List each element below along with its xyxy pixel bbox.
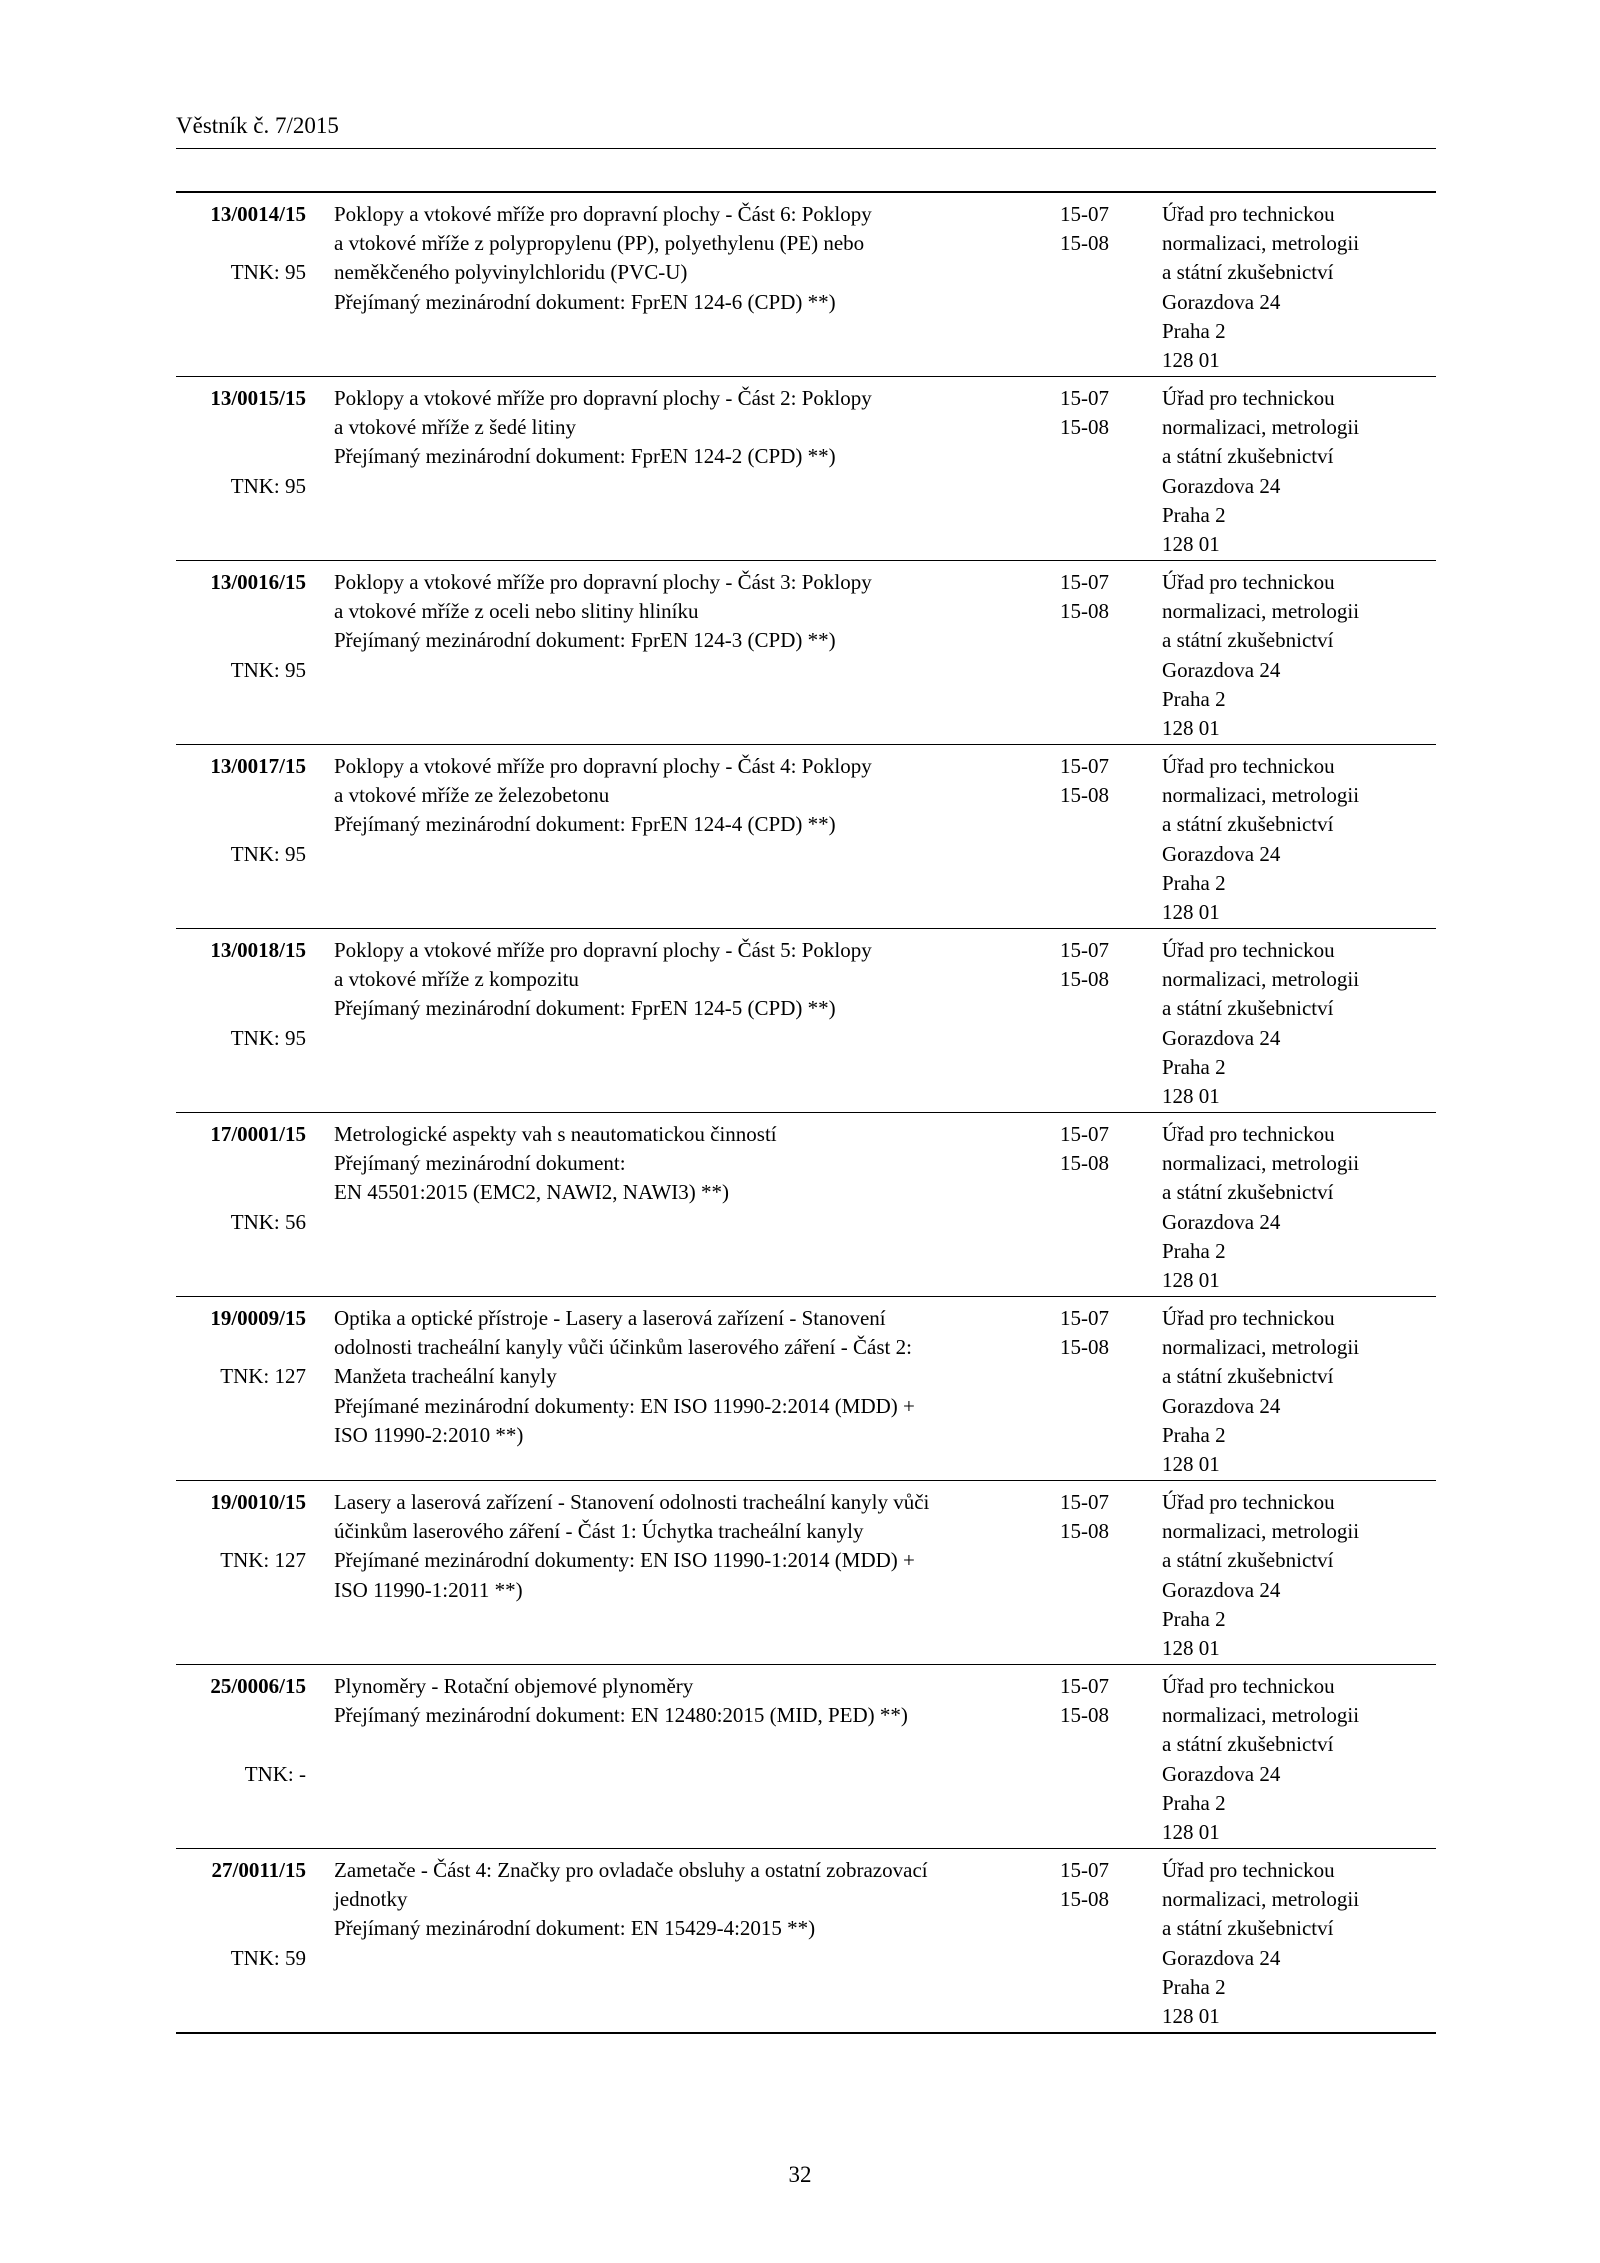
title-line: účinkům laserového záření - Část 1: Úchytka tracheální kanyly	[334, 1519, 864, 1544]
address-line: a státní zkušebnictví	[1162, 1548, 1334, 1573]
dates-cell	[1060, 1304, 1160, 1362]
date-code: 15-07	[1060, 754, 1109, 778]
address-line: Úřad pro technickou	[1162, 570, 1335, 594]
address-line: normalizaci, metrologii	[1162, 1703, 1360, 1728]
table-row	[176, 928, 1436, 1112]
office-address-cell	[1162, 200, 1432, 375]
title-line: ISO 11990-1:2011 **)	[334, 1577, 523, 1602]
office-address-cell	[1162, 936, 1432, 1111]
title-line: jednotky	[334, 1887, 408, 1912]
title-line: neměkčeného polyvinylchloridu (PVC-U)	[334, 260, 688, 285]
dates-cell	[1060, 936, 1160, 994]
title-line: Přejímané mezinárodní dokumenty: EN ISO 11990-1:2014 (MDD) +	[334, 1548, 915, 1573]
dates-cell	[1060, 1120, 1160, 1178]
table-row	[176, 560, 1436, 744]
office-address-cell	[1162, 752, 1432, 927]
address-line: a státní zkušebnictví	[1162, 260, 1334, 285]
standard-number: 13/0016/15	[210, 570, 306, 594]
title-line: Optika a optické přístroje - Lasery a laserová zařízení - Stanovení	[334, 1306, 886, 1330]
date-code: 15-07	[1060, 938, 1109, 962]
address-line: 128 01	[1162, 1084, 1220, 1109]
office-address-cell	[1162, 1304, 1432, 1479]
date-code: 15-07	[1060, 1490, 1109, 1514]
address-line: 128 01	[1162, 1636, 1220, 1661]
standard-number: 13/0015/15	[210, 386, 306, 410]
title-line: Přejímaný mezinárodní dokument: FprEN 124-4 (CPD) **)	[334, 812, 836, 837]
address-line: normalizaci, metrologii	[1162, 1887, 1360, 1912]
title-line: Poklopy a vtokové mříže pro dopravní plochy - Část 2: Poklopy	[334, 386, 872, 410]
table-row	[176, 193, 1436, 376]
title-line: Manžeta tracheální kanyly	[334, 1364, 557, 1389]
standard-number: 13/0014/15	[210, 202, 306, 226]
address-line: Praha 2	[1162, 502, 1226, 527]
address-line: Gorazdova 24	[1162, 1761, 1281, 1786]
address-line: a státní zkušebnictví	[1162, 1916, 1334, 1941]
address-line: Praha 2	[1162, 1054, 1226, 1079]
address-line: Úřad pro technickou	[1162, 1674, 1335, 1698]
date-code: 15-07	[1060, 1674, 1109, 1698]
standard-number: 27/0011/15	[211, 1858, 306, 1882]
address-line: normalizaci, metrologii	[1162, 415, 1360, 440]
standard-number: 17/0001/15	[210, 1122, 306, 1146]
address-line: 128 01	[1162, 2004, 1220, 2029]
page-header	[176, 112, 1436, 149]
address-line: Gorazdova 24	[1162, 289, 1281, 314]
address-line: Praha 2	[1162, 1606, 1226, 1631]
title-line: Přejímané mezinárodní dokumenty: EN ISO 11990-2:2014 (MDD) +	[334, 1393, 915, 1418]
date-code: 15-07	[1060, 570, 1109, 594]
standard-number: 19/0009/15	[210, 1306, 306, 1330]
tnk-label: TNK: 95	[230, 1025, 306, 1050]
address-line: 128 01	[1162, 716, 1220, 741]
standard-id-cell	[176, 568, 306, 685]
journal-title: Věstník č. 7/2015	[176, 113, 339, 138]
title-line: Zametače - Část 4: Značky pro ovladače obsluhy a ostatní zobrazovací	[334, 1858, 928, 1882]
address-line: Praha 2	[1162, 1422, 1226, 1447]
standard-id-cell	[176, 1120, 306, 1237]
address-line: normalizaci, metrologii	[1162, 1151, 1360, 1176]
office-address-cell	[1162, 1488, 1432, 1663]
title-line: Přejímaný mezinárodní dokument: FprEN 124-3 (CPD) **)	[334, 628, 836, 653]
address-line: Gorazdova 24	[1162, 1025, 1281, 1050]
tnk-label: TNK: 127	[220, 1364, 306, 1389]
office-address-cell	[1162, 1672, 1432, 1847]
address-line: a státní zkušebnictví	[1162, 444, 1334, 469]
address-line: Gorazdova 24	[1162, 1393, 1281, 1418]
table-row	[176, 1296, 1436, 1480]
date-code: 15-08	[1060, 1335, 1109, 1360]
tnk-label: TNK: 95	[230, 473, 306, 498]
address-line: normalizaci, metrologii	[1162, 1335, 1360, 1360]
date-code: 15-08	[1060, 783, 1109, 808]
standard-id-cell	[176, 1304, 306, 1392]
table-row	[176, 376, 1436, 560]
address-line: a státní zkušebnictví	[1162, 628, 1334, 653]
title-line: Přejímaný mezinárodní dokument: EN 15429-4:2015 **)	[334, 1916, 816, 1941]
address-line: normalizaci, metrologii	[1162, 599, 1360, 624]
date-code: 15-08	[1060, 1887, 1109, 1912]
address-line: Úřad pro technickou	[1162, 754, 1335, 778]
title-line: Poklopy a vtokové mříže pro dopravní plochy - Část 3: Poklopy	[334, 570, 872, 594]
address-line: Praha 2	[1162, 686, 1226, 711]
address-line: normalizaci, metrologii	[1162, 231, 1360, 256]
address-line: Praha 2	[1162, 318, 1226, 343]
title-line: Přejímaný mezinárodní dokument: FprEN 124-2 (CPD) **)	[334, 444, 836, 469]
office-address-cell	[1162, 568, 1432, 743]
standard-id-cell	[176, 1856, 306, 1973]
standard-id-cell	[176, 384, 306, 501]
title-line: Přejímaný mezinárodní dokument: FprEN 124-5 (CPD) **)	[334, 996, 836, 1021]
title-line: a vtokové mříže ze železobetonu	[334, 783, 610, 808]
address-line: Gorazdova 24	[1162, 841, 1281, 866]
address-line: Úřad pro technickou	[1162, 202, 1335, 226]
address-line: 128 01	[1162, 900, 1220, 925]
title-line: Lasery a laserová zařízení - Stanovení odolnosti tracheální kanyly vůči	[334, 1490, 930, 1514]
tnk-label: TNK: 95	[230, 260, 306, 285]
tnk-label: TNK: 56	[230, 1209, 306, 1234]
title-line: Přejímaný mezinárodní dokument:	[334, 1151, 626, 1176]
table-row	[176, 1848, 1436, 2032]
address-line: Úřad pro technickou	[1162, 1858, 1335, 1882]
dates-cell	[1060, 200, 1160, 258]
address-line: Úřad pro technickou	[1162, 386, 1335, 410]
address-line: a státní zkušebnictví	[1162, 1364, 1334, 1389]
dates-cell	[1060, 1856, 1160, 1914]
title-line: ISO 11990-2:2010 **)	[334, 1422, 524, 1447]
standard-number: 25/0006/15	[210, 1674, 306, 1698]
tnk-label: TNK: -	[244, 1761, 306, 1786]
title-line: EN 45501:2015 (EMC2, NAWI2, NAWI3) **)	[334, 1180, 729, 1205]
page-number: 32	[788, 2162, 812, 2187]
dates-cell	[1060, 752, 1160, 810]
standard-number: 13/0018/15	[210, 938, 306, 962]
address-line: a státní zkušebnictví	[1162, 996, 1334, 1021]
address-line: normalizaci, metrologii	[1162, 1519, 1360, 1544]
table-row	[176, 1480, 1436, 1664]
address-line: Gorazdova 24	[1162, 1945, 1281, 1970]
address-line: Praha 2	[1162, 1790, 1226, 1815]
tnk-label: TNK: 59	[230, 1945, 306, 1970]
date-code: 15-08	[1060, 1151, 1109, 1176]
standard-id-cell	[176, 752, 306, 869]
office-address-cell	[1162, 384, 1432, 559]
date-code: 15-08	[1060, 1703, 1109, 1728]
address-line: Gorazdova 24	[1162, 1209, 1281, 1234]
date-code: 15-07	[1060, 1122, 1109, 1146]
standard-id-cell	[176, 936, 306, 1053]
title-line: Přejímaný mezinárodní dokument: EN 12480:2015 (MID, PED) **)	[334, 1703, 908, 1728]
address-line: Úřad pro technickou	[1162, 1122, 1335, 1146]
standard-id-cell	[176, 1672, 306, 1789]
standard-number: 19/0010/15	[210, 1490, 306, 1514]
title-line: Poklopy a vtokové mříže pro dopravní plochy - Část 5: Poklopy	[334, 938, 872, 962]
office-address-cell	[1162, 1856, 1432, 2031]
address-line: Praha 2	[1162, 1238, 1226, 1263]
address-line: normalizaci, metrologii	[1162, 967, 1360, 992]
title-line: a vtokové mříže z šedé litiny	[334, 415, 577, 440]
address-line: a státní zkušebnictví	[1162, 1732, 1334, 1757]
title-line: a vtokové mříže z kompozitu	[334, 967, 579, 992]
address-line: Úřad pro technickou	[1162, 938, 1335, 962]
dates-cell	[1060, 1488, 1160, 1546]
address-line: 128 01	[1162, 1268, 1220, 1293]
title-line: odolnosti tracheální kanyly vůči účinkům laserového záření - Část 2:	[334, 1335, 912, 1360]
title-line: a vtokové mříže z polypropylenu (PP), polyethylenu (PE) nebo	[334, 231, 865, 256]
title-line: Plynoměry - Rotační objemové plynoměry	[334, 1674, 694, 1698]
standard-id-cell	[176, 200, 306, 288]
table-row	[176, 1112, 1436, 1296]
address-line: a státní zkušebnictví	[1162, 812, 1334, 837]
date-code: 15-07	[1060, 202, 1109, 226]
address-line: 128 01	[1162, 532, 1220, 557]
date-code: 15-08	[1060, 1519, 1109, 1544]
date-code: 15-08	[1060, 967, 1109, 992]
address-line: Praha 2	[1162, 1974, 1226, 1999]
title-line: Metrologické aspekty vah s neautomatickou činností	[334, 1122, 777, 1146]
date-code: 15-07	[1060, 386, 1109, 410]
tnk-label: TNK: 95	[230, 657, 306, 682]
dates-cell	[1060, 568, 1160, 626]
date-code: 15-07	[1060, 1858, 1109, 1882]
address-line: Praha 2	[1162, 870, 1226, 895]
title-line: a vtokové mříže z oceli nebo slitiny hliníku	[334, 599, 699, 624]
title-line: Poklopy a vtokové mříže pro dopravní plochy - Část 4: Poklopy	[334, 754, 872, 778]
date-code: 15-08	[1060, 231, 1109, 256]
title-line: Přejímaný mezinárodní dokument: FprEN 124-6 (CPD) **)	[334, 289, 836, 314]
dates-cell	[1060, 384, 1160, 442]
address-line: Gorazdova 24	[1162, 1577, 1281, 1602]
address-line: 128 01	[1162, 348, 1220, 373]
office-address-cell	[1162, 1120, 1432, 1295]
date-code: 15-08	[1060, 415, 1109, 440]
address-line: Gorazdova 24	[1162, 657, 1281, 682]
standard-id-cell	[176, 1488, 306, 1576]
address-line: Úřad pro technickou	[1162, 1490, 1335, 1514]
title-line: Poklopy a vtokové mříže pro dopravní plochy - Část 6: Poklopy	[334, 202, 872, 226]
table-row	[176, 744, 1436, 928]
address-line: a státní zkušebnictví	[1162, 1180, 1334, 1205]
date-code: 15-07	[1060, 1306, 1109, 1330]
address-line: normalizaci, metrologii	[1162, 783, 1360, 808]
standards-table	[176, 191, 1436, 2034]
address-line: Gorazdova 24	[1162, 473, 1281, 498]
dates-cell	[1060, 1672, 1160, 1730]
address-line: 128 01	[1162, 1452, 1220, 1477]
address-line: Úřad pro technickou	[1162, 1306, 1335, 1330]
tnk-label: TNK: 95	[230, 841, 306, 866]
table-row	[176, 1664, 1436, 1848]
standard-number: 13/0017/15	[210, 754, 306, 778]
address-line: 128 01	[1162, 1820, 1220, 1845]
tnk-label: TNK: 127	[220, 1548, 306, 1573]
date-code: 15-08	[1060, 599, 1109, 624]
